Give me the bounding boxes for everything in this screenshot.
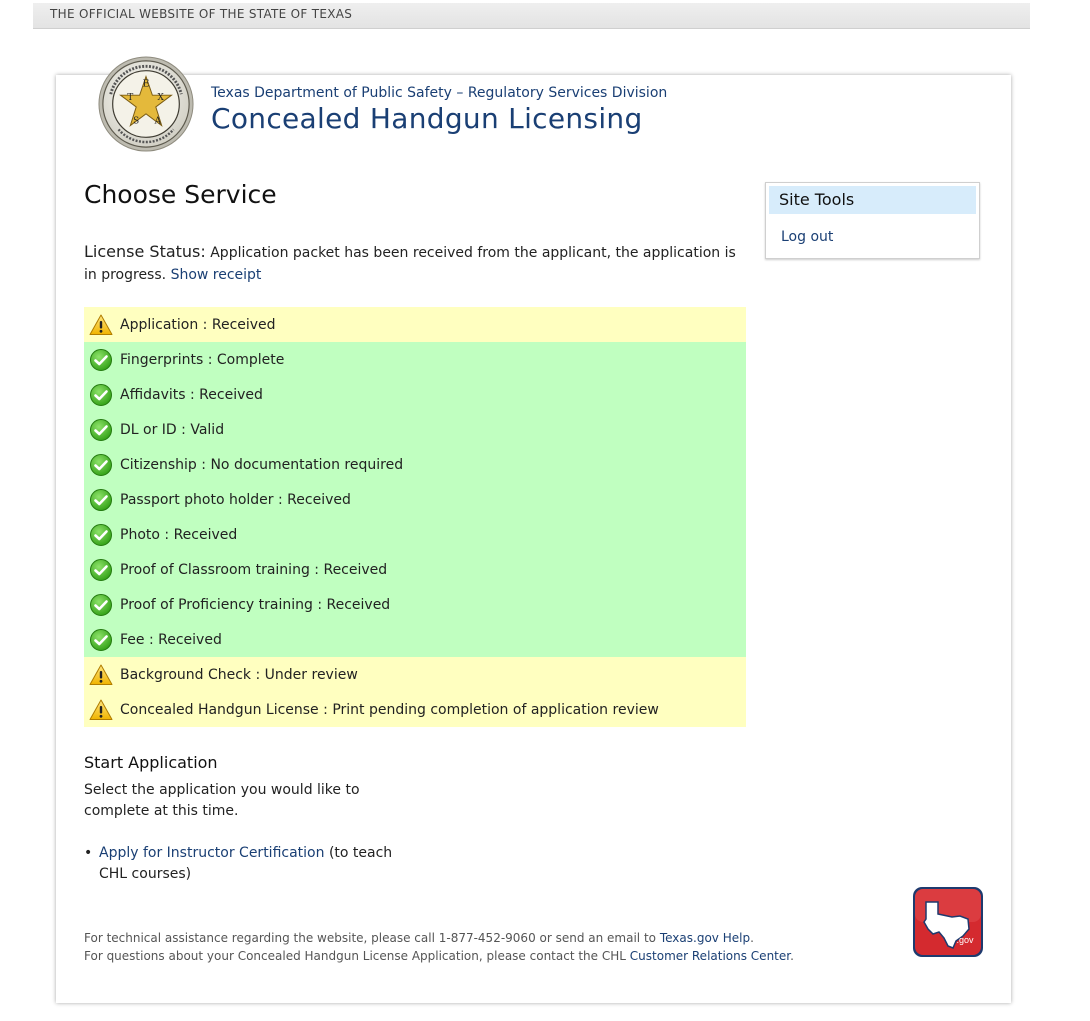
texas-gov-logo[interactable] bbox=[912, 886, 984, 958]
footer-line-technical bbox=[84, 929, 794, 947]
green-check-icon bbox=[89, 523, 113, 547]
license-status-text: Application packet has been received from the applicant, the application is in progress. bbox=[84, 245, 736, 283]
texas-gov-logo-text: .gov bbox=[956, 935, 974, 945]
status-row bbox=[84, 377, 746, 412]
site-tools-title: Site Tools bbox=[769, 186, 976, 214]
seal-letter-e: E bbox=[142, 79, 150, 90]
warning-triangle-icon bbox=[89, 313, 113, 337]
seal-letter-s: S bbox=[133, 116, 140, 127]
state-banner-text: THE OFFICIAL WEBSITE OF THE STATE OF TEXAS bbox=[50, 7, 353, 21]
log-out-link[interactable]: Log out bbox=[781, 229, 834, 245]
license-status bbox=[84, 241, 746, 286]
status-item-value: Received bbox=[158, 631, 222, 648]
status-list bbox=[84, 307, 746, 727]
texas-gov-help-link[interactable]: Texas.gov Help bbox=[659, 931, 751, 945]
start-application-description: Select the application you would like to complete at this time. bbox=[84, 782, 360, 819]
status-item-name: Proof of Proficiency training bbox=[120, 596, 313, 613]
green-check-icon bbox=[89, 418, 113, 442]
green-check-icon bbox=[89, 348, 113, 372]
status-row bbox=[84, 412, 746, 447]
status-item-name: Photo bbox=[120, 526, 160, 543]
footer bbox=[84, 929, 794, 965]
status-separator: : bbox=[176, 421, 191, 438]
status-separator: : bbox=[312, 596, 327, 613]
status-item-name: Fee bbox=[120, 631, 145, 648]
status-row bbox=[84, 622, 746, 657]
status-item-value: Complete bbox=[216, 351, 285, 368]
status-item-name: Application bbox=[120, 316, 199, 333]
status-item-value: Under review bbox=[264, 666, 358, 683]
status-row bbox=[84, 447, 746, 482]
status-item-name: Proof of Classroom training bbox=[120, 561, 310, 578]
state-banner bbox=[33, 3, 1030, 29]
status-separator: : bbox=[318, 701, 333, 718]
status-item-value: Received bbox=[323, 561, 388, 578]
footer-line-chl bbox=[84, 947, 794, 965]
start-application-heading: Start Application bbox=[84, 753, 218, 772]
status-separator: : bbox=[144, 631, 159, 648]
seal-letter-x: X bbox=[157, 93, 164, 104]
status-item-name: Background Check bbox=[120, 666, 252, 683]
application-link-list bbox=[84, 843, 394, 885]
footer-punctuation: . bbox=[790, 949, 794, 963]
warning-triangle-icon bbox=[89, 663, 113, 687]
status-row bbox=[84, 342, 746, 377]
footer-punctuation: . bbox=[750, 931, 754, 945]
warning-triangle-icon bbox=[89, 698, 113, 722]
status-item-name: Passport photo holder bbox=[120, 491, 274, 508]
status-item-value: Valid bbox=[190, 421, 225, 438]
status-item-value: Received bbox=[287, 491, 351, 508]
status-item-name: Concealed Handgun License bbox=[120, 701, 319, 718]
customer-relations-center-link[interactable]: Customer Relations Center bbox=[629, 949, 791, 963]
agency-name[interactable]: Texas Department of Public Safety – Regulatory Services Division bbox=[211, 85, 668, 101]
green-check-icon bbox=[89, 453, 113, 477]
status-row bbox=[84, 482, 746, 517]
status-item-value: No documentation required bbox=[210, 456, 404, 473]
status-row bbox=[84, 307, 746, 342]
status-separator: : bbox=[273, 491, 288, 508]
footer-text: For questions about your Concealed Handgun License Application, please contact the CHL bbox=[84, 949, 626, 963]
status-separator: : bbox=[198, 316, 212, 333]
seal-letter-t: T bbox=[127, 93, 134, 104]
status-row bbox=[84, 552, 746, 587]
site-title[interactable]: Concealed Handgun Licensing bbox=[211, 102, 643, 135]
footer-text: For technical assistance regarding the website, please call 1-877-452-9060 or send an email to bbox=[84, 931, 657, 945]
status-item-value: Print pending completion of application review bbox=[332, 701, 659, 718]
status-item-name: DL or ID bbox=[120, 421, 177, 438]
site-tools-panel bbox=[765, 182, 980, 259]
green-check-icon bbox=[89, 488, 113, 512]
list-item bbox=[99, 843, 394, 885]
status-row bbox=[84, 692, 746, 727]
green-check-icon bbox=[89, 383, 113, 407]
status-item-value: Received bbox=[211, 316, 276, 333]
green-check-icon bbox=[89, 558, 113, 582]
status-row bbox=[84, 587, 746, 622]
status-row bbox=[84, 657, 746, 692]
status-separator: : bbox=[309, 561, 324, 578]
page-title: Choose Service bbox=[84, 180, 277, 209]
status-separator: : bbox=[203, 351, 217, 368]
show-receipt-link[interactable]: Show receipt bbox=[170, 267, 262, 283]
license-status-label: License Status: bbox=[84, 242, 206, 261]
status-separator: : bbox=[185, 386, 200, 403]
status-separator: : bbox=[196, 456, 211, 473]
list-bullet: • bbox=[84, 845, 93, 861]
dps-seal-logo[interactable] bbox=[97, 55, 195, 153]
apply-instructor-certification-link[interactable]: Apply for Instructor Certification bbox=[99, 845, 325, 861]
status-item-value: Received bbox=[173, 526, 238, 543]
apply-instructor-certification-note: (to teach CHL courses) bbox=[99, 845, 393, 882]
status-separator: : bbox=[251, 666, 265, 683]
green-check-icon bbox=[89, 628, 113, 652]
status-item-name: Fingerprints bbox=[120, 351, 204, 368]
status-separator: : bbox=[159, 526, 174, 543]
seal-letter-a: A bbox=[154, 116, 161, 127]
green-check-icon bbox=[89, 593, 113, 617]
status-item-value: Received bbox=[326, 596, 391, 613]
status-item-name: Affidavits bbox=[120, 386, 186, 403]
status-row bbox=[84, 517, 746, 552]
status-item-value: Received bbox=[199, 386, 263, 403]
status-item-name: Citizenship bbox=[120, 456, 197, 473]
